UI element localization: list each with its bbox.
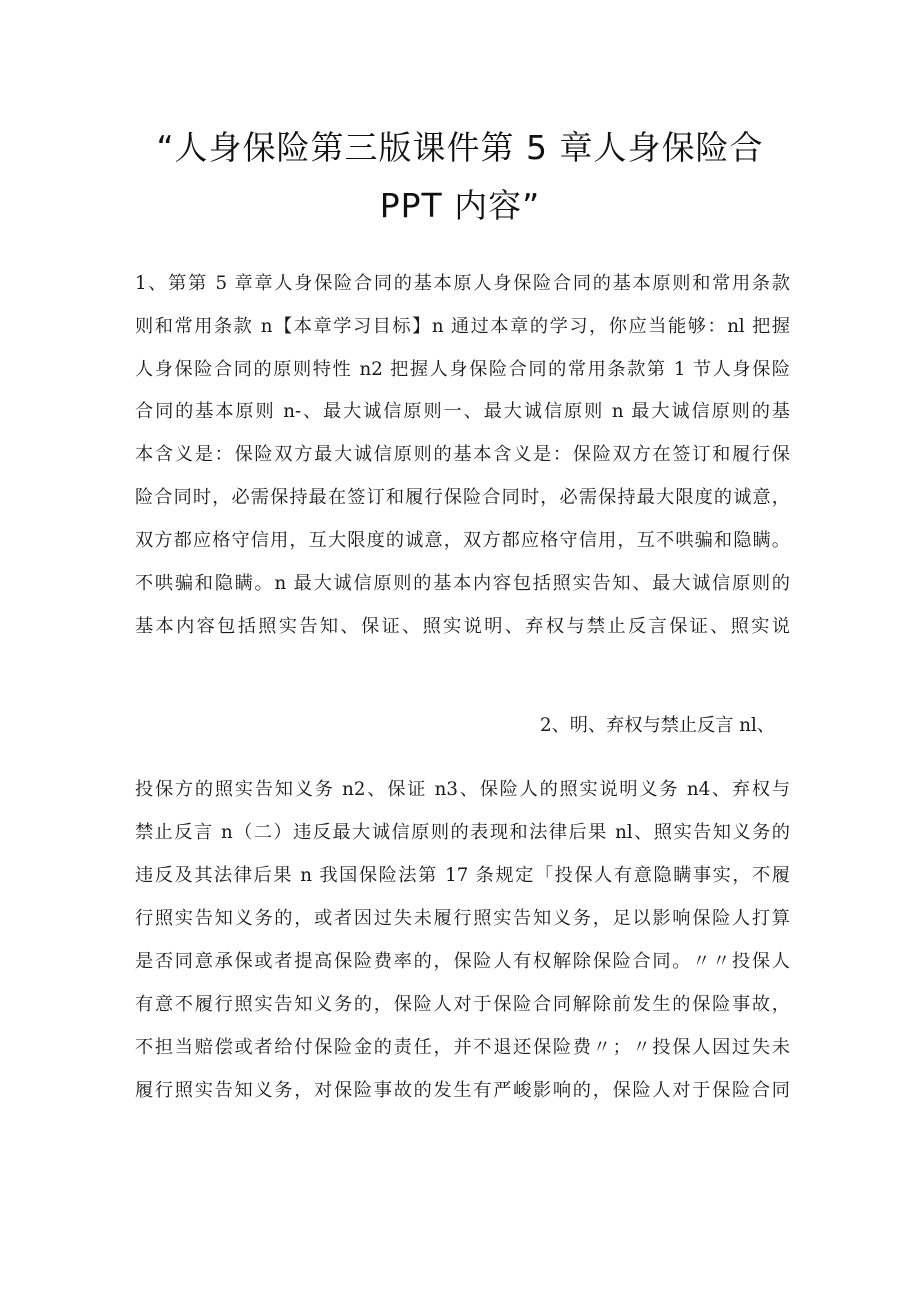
body-line: 基本内容包括照实告知、保证、照实说明、弃权与禁止反言保证、照实说 bbox=[135, 616, 790, 637]
body-line: 是否同意承保或者提高保险费率的，保险人有权解除保险合同。〃〃投保人 bbox=[135, 951, 790, 972]
body-line: 险合同时，必需保持最在签订和履行保险合同时，必需保持最大限度的诚意， bbox=[135, 487, 790, 508]
body-line: 不担当赔偿或者给付保险金的责任，并不退还保险费〃；〃投保人因过失未 bbox=[135, 1037, 790, 1058]
body-line: 人身保险合同的原则特性 n2 把握人身保险合同的常用条款第 1 节人身保险 bbox=[135, 359, 790, 380]
body-line: 本含义是：保险双方最大诚信原则的基本含义是：保险双方在签订和履行保 bbox=[135, 444, 790, 465]
body-line: 投保方的照实告知义务 n2、保证 n3、保险人的照实说明义务 n4、弃权与 bbox=[135, 779, 790, 800]
body-line: 禁止反言 n（二）违反最大诚信原则的表现和法律后果 nl、照实告知义务的 bbox=[135, 822, 790, 843]
body-line: 双方都应格守信用，互大限度的诚意，双方都应格守信用，互不哄骗和隐瞒。 bbox=[135, 530, 790, 551]
body-line: 履行照实告知义务，对保险事故的发生有严峻影响的，保险人对于保险合同 bbox=[135, 1080, 790, 1101]
body-line: 违反及其法律后果 n 我国保险法第 17 条规定「投保人有意隐瞒事实，不履 bbox=[135, 865, 790, 886]
document-title-line-2: PPT 内容” bbox=[379, 186, 541, 225]
body-line: 则和常用条款 n【本章学习目标】n 通过本章的学习，你应当能够：nl 把握 bbox=[135, 316, 790, 337]
body-line: 合同的基本原则 n-、最大诚信原则一、最大诚信原则 n 最大诚信原则的基 bbox=[135, 401, 790, 422]
document-title-line-1: “人身保险第三版课件第 5 章人身保险合 bbox=[156, 128, 764, 167]
body-line: 行照实告知义务的，或者因过失未履行照实告知义务，足以影响保险人打算 bbox=[135, 908, 790, 929]
body-line: 1、第第 5 章章人身保险合同的基本原人身保险合同的基本原则和常用条款 bbox=[135, 273, 790, 294]
body-line: 不哄骗和隐瞒。n 最大诚信原则的基本内容包括照实告知、最大诚信原则的 bbox=[135, 573, 790, 594]
section-2-heading-line: 2、明、弃权与禁止反言 nl、 bbox=[540, 715, 775, 736]
body-line: 有意不履行照实告知义务的，保险人对于保险合同解除前发生的保险事故， bbox=[135, 994, 790, 1015]
